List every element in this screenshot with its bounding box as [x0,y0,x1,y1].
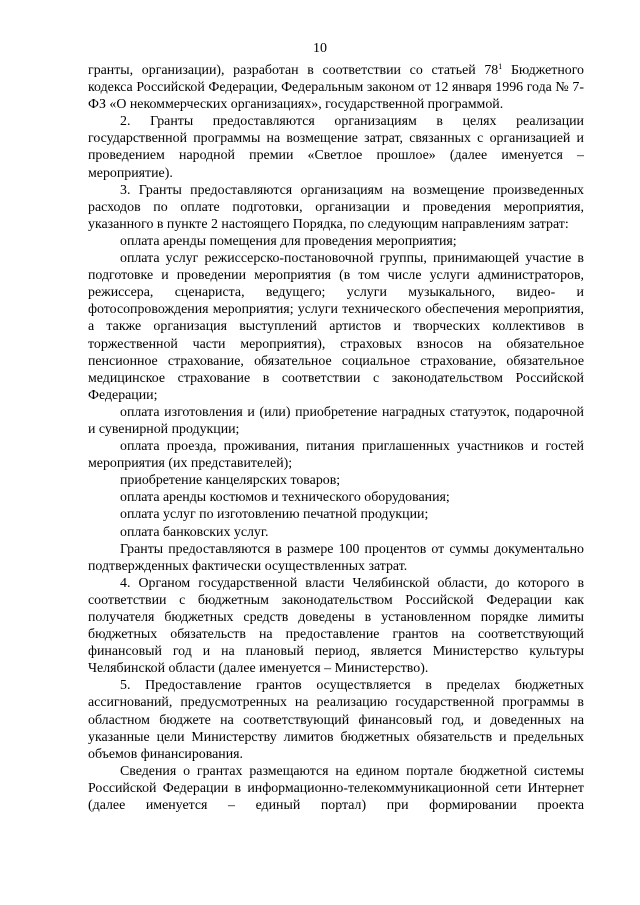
paragraph-text: гранты, организации), разработан в соответствии со статьей 78 [88,63,499,78]
paragraph-item-4: 4. Органом государственной власти Челябинской области, до которого в соответствии с бюджетным законодательством Российской Федерации как получателя бюджетных средств доведены в установленном порядке лимиты бюджетных обязательств на предоставление грантов на соответствующий финансовый год и на плановый период, является Министерство культуры Челябинской области (далее именуется – Министерство). [88,575,584,677]
paragraph-portal-info: Сведения о грантах размещаются на едином портале бюджетной системы Российской Федерации в информационно-телекоммуникационной сети Интернет (далее именуется – единый портал) при формировании проекта [88,763,584,814]
expense-item-awards: оплата изготовления и (или) приобретение наградных статуэток, подарочной и сувенирной продукции; [88,404,584,437]
expense-item-travel: оплата проезда, проживания, питания приглашенных участников и гостей мероприятия (их представителей); [88,439,584,472]
paragraph-item-2: 2. Гранты предоставляются организациям в целях реализации государственной программы на возмещение затрат, связанных с организацией и проведением народной премии «Светлое прошлое» (далее именуется – мероприятие). [88,114,584,181]
expense-item-costumes: оплата аренды костюмов и технического оборудования; [120,490,450,506]
document-body [88,62,584,814]
expense-item-directing-group: оплата услуг режиссерско-постановочной группы, принимающей участие в подготовке и проведении мероприятия (в том числе услуги администраторов, режиссера, сценариста, ведущего; услуги музыкального, видео- и фотосопровождения мероприятия; услуги технического обеспечения мероприятия, а также организация выступлений артистов и творческих коллективов в торжественной части мероприятия), страховых взносов на обязательное пенсионное страхование, обязательное социальное страхование, обязательное медицинское страхование в соответствии с законодательством Российской Федерации; [88,251,584,403]
superscript-marker: 1 [498,62,503,71]
paragraph-item-5: 5. Предоставление грантов осуществляется в пределах бюджетных ассигнований, предусмотренных на реализацию государственной программы в областном бюджете на соответствующий финансовый год, и доведенных на указанные цели Министерству лимитов бюджетных обязательств и предельных объемов финансирования. [88,678,584,762]
paragraph-text: Бюджетного кодекса Российской Федерации, Федеральным законом от 12 января 1996 года № 7-ФЗ «О некоммерческих организациях», государственной программой. [88,63,584,113]
page-number: 10 [313,41,327,56]
paragraph-grant-amount: Гранты предоставляются в размере 100 процентов от суммы документально подтвержденных фактически осуществленных затрат. [88,541,584,574]
expense-item-stationery: приобретение канцелярских товаров; [120,473,341,489]
paragraph-item-3: 3. Гранты предоставляются организациям на возмещение произведенных расходов по оплате подготовки, организации и проведения мероприятия, указанного в пункте 2 настоящего Порядка, по следующим направлениям затрат: [88,182,584,232]
paragraph-intro-continuation [88,62,584,113]
expense-item-banking: оплата банковских услуг. [120,524,269,540]
expense-item-premises-rent: оплата аренды помещения для проведения мероприятия; [120,233,457,249]
expense-item-printing: оплата услуг по изготовлению печатной продукции; [120,507,429,523]
